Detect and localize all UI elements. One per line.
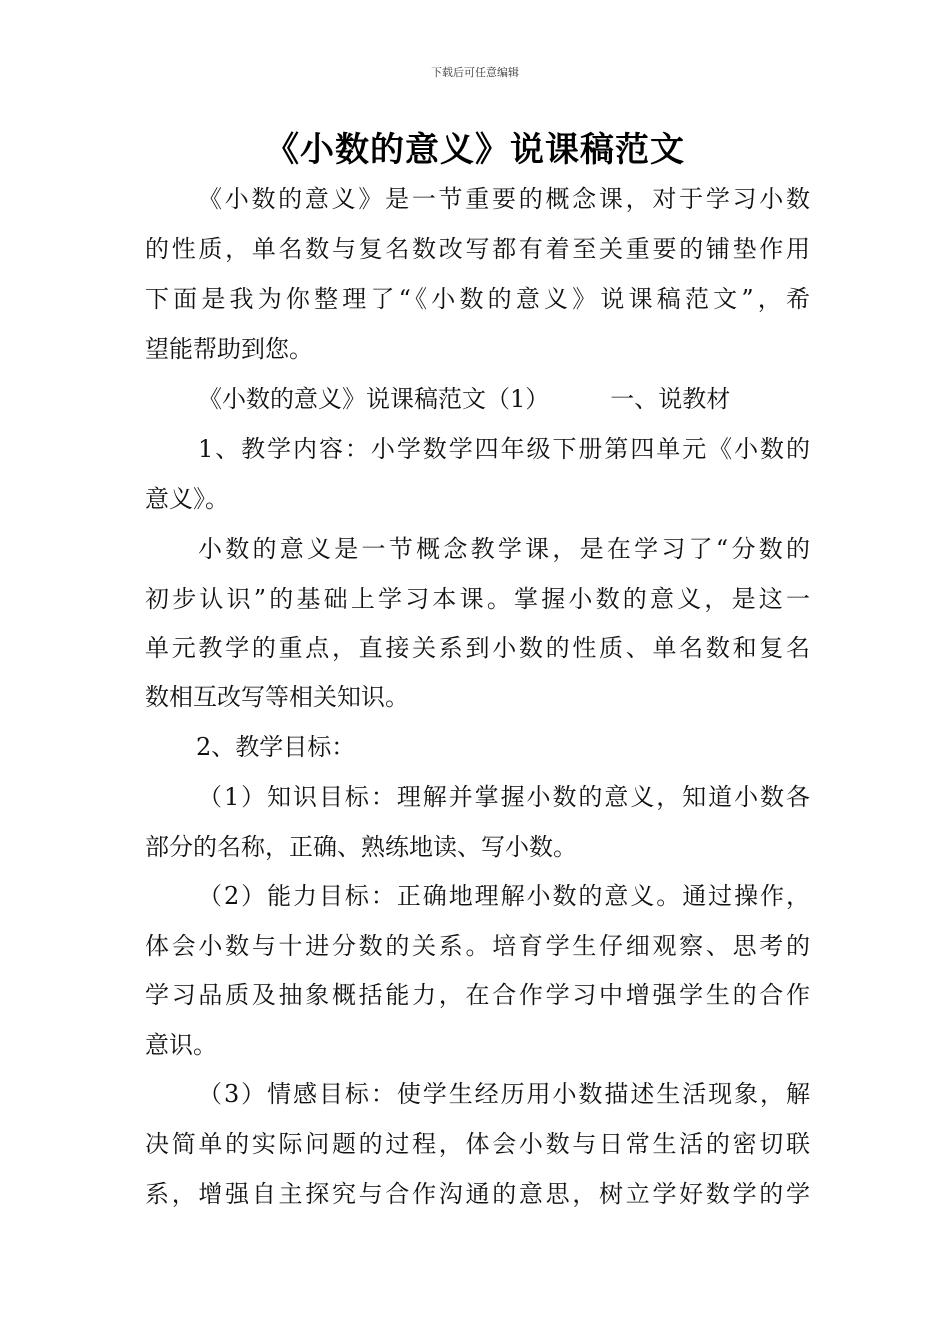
paragraph-line: 《小数的意义》是一节重要的概念课，对于学习小数 [198, 185, 810, 213]
paragraph-line: 体会小数与十进分数的关系。培育学生仔细观察、思考的 [145, 932, 810, 960]
section-heading-line: 《小数的意义》说课稿范文（1） 一、说教材 [198, 385, 731, 413]
paragraph-line: 决简单的实际问题的过程，体会小数与日常生活的密切联 [145, 1130, 810, 1158]
header-note: 下载后可任意编辑 [431, 66, 519, 79]
paragraph-line: 部分的名称，正确、熟练地读、写小数。 [145, 833, 577, 861]
paragraph-line: 意义》。 [145, 485, 229, 513]
paragraph-line: 望能帮助到您。 [145, 335, 313, 363]
paragraph-line: 1、教学内容：小学数学四年级下册第四单元《小数的 [198, 435, 810, 463]
paragraph-line: 单元教学的重点，直接关系到小数的性质、单名数和复名 [145, 634, 810, 662]
paragraph-line: （3）情感目标：使学生经历用小数描述生活现象，解 [198, 1080, 810, 1108]
paragraph-line: 学习品质及抽象概括能力，在合作学习中增强学生的合作 [145, 981, 810, 1009]
paragraph-line: （1）知识目标：理解并掌握小数的意义，知道小数各 [198, 783, 810, 811]
paragraph-line: （2）能力目标：正确地理解小数的意义。通过操作， [198, 882, 810, 910]
paragraph-line: 系，增强自主探究与合作沟通的意思，树立学好数学的学 [145, 1180, 810, 1208]
document-title: 《小数的意义》说课稿范文 [265, 130, 685, 170]
paragraph-line: 的性质，单名数与复名数改写都有着至关重要的铺垫作用 [145, 235, 810, 263]
paragraph-line: 下面是我为你整理了“《小数的意义》说课稿范文”，希 [145, 285, 810, 313]
paragraph-line: 初步认识”的基础上学习本课。掌握小数的意义，是这一 [145, 585, 810, 613]
paragraph-line: 意识。 [145, 1031, 217, 1059]
paragraph-line: 数相互改写等相关知识。 [145, 683, 409, 711]
paragraph-line: 小数的意义是一节概念教学课，是在学习了“分数的 [198, 535, 810, 563]
paragraph-line: 2、教学目标： [196, 733, 356, 761]
